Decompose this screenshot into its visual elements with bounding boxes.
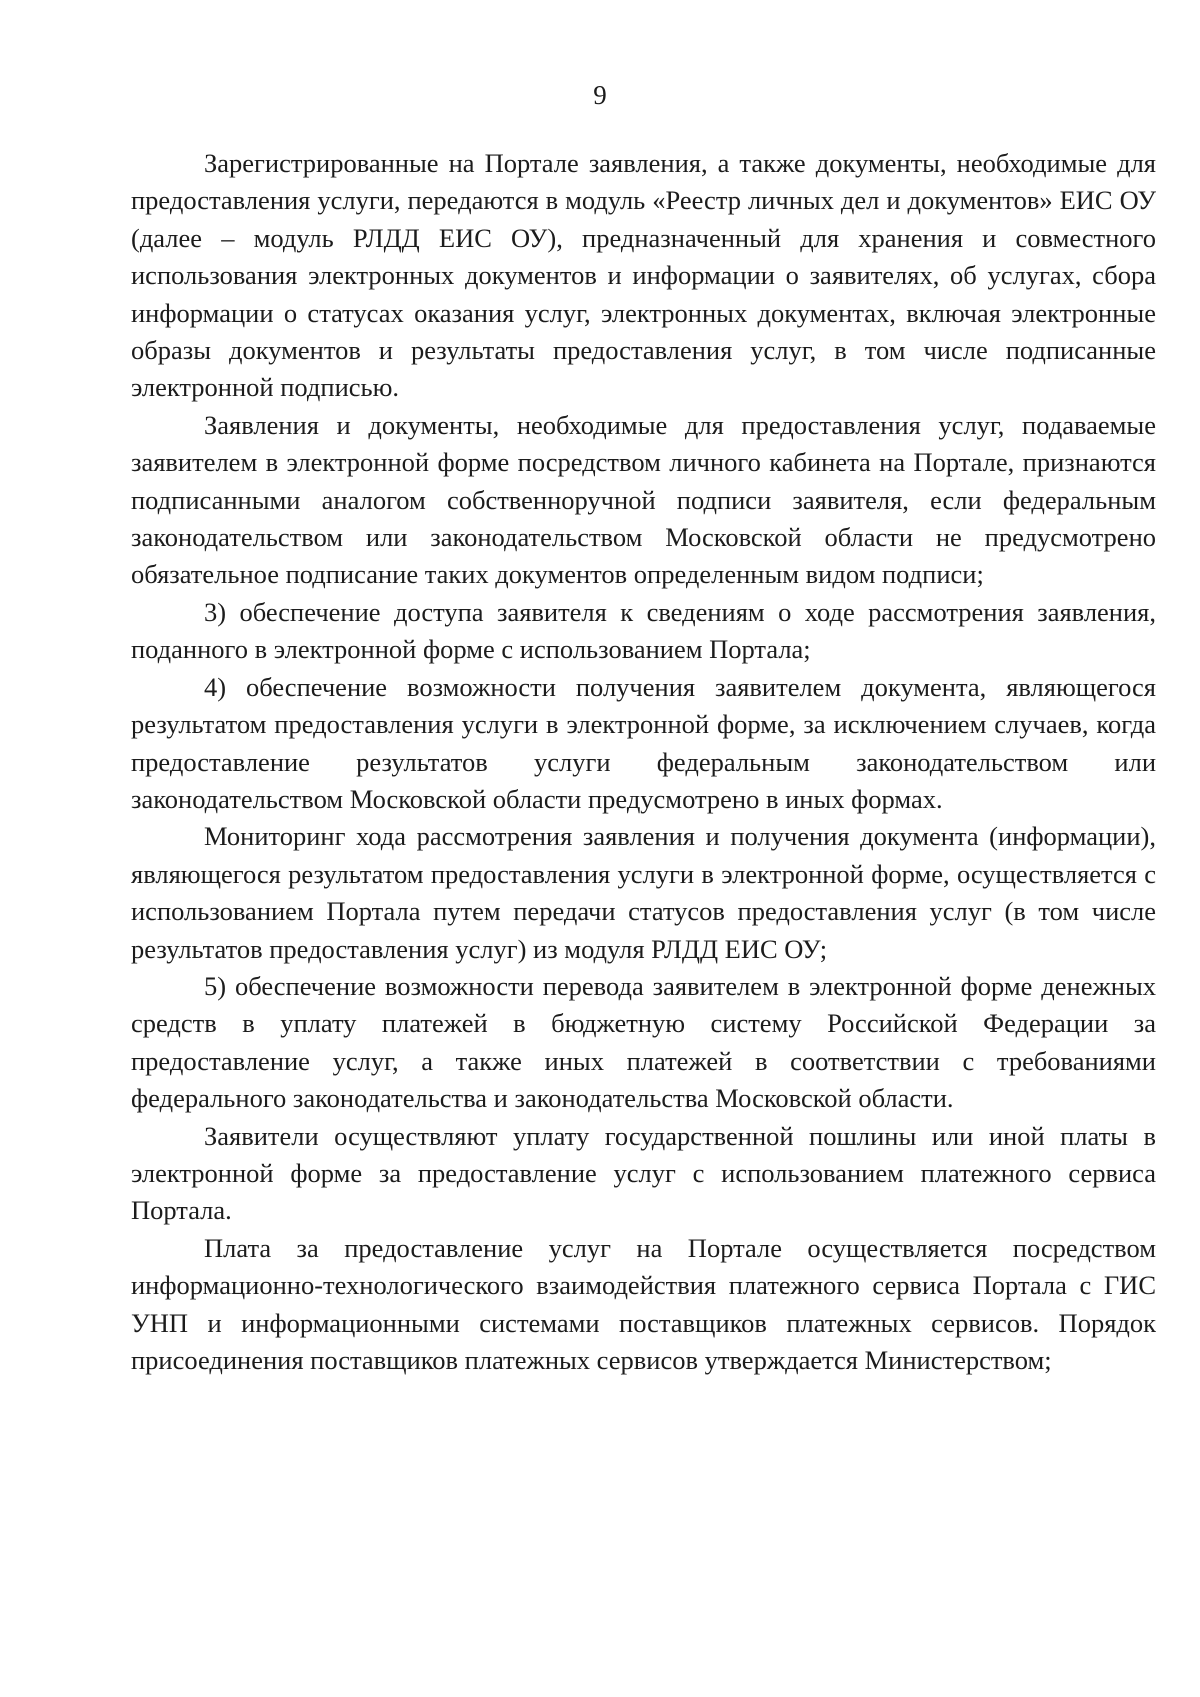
paragraph-item-4-receiving-result: 4) обеспечение возможности получения заявителем документа, являющегося результатом предоставления услуги в электронной форме, за исключением случаев, когда предоставление результатов услуги федеральным законодательством или законодательством Московской области предусмотрено в иных формах. — [131, 671, 1156, 814]
paragraph-electronic-signature: Заявления и документы, необходимые для предоставления услуг, подаваемые заявителем в электронной форме посредством личного кабинета на Портале, признаются подписанными аналогом собственноручной подписи заявителя, если федеральным законодательством или законодательством Московской области не предусмотрено обязательное подписание таких документов определенным видом подписи; — [131, 409, 1156, 590]
paragraph-payment-procedure: Плата за предоставление услуг на Портале осуществляется посредством информационно-технологического взаимодействия платежного сервиса Портала с ГИС УНП и информационными системами поставщиков платежных сервисов. Порядок присоединения поставщиков платежных сервисов утверждается Министерством; — [131, 1232, 1156, 1375]
document-body — [131, 145, 1156, 1379]
paragraph-item-3-access-to-status: 3) обеспечение доступа заявителя к сведениям о ходе рассмотрения заявления, поданного в электронной форме с использованием Портала; — [131, 596, 1156, 665]
paragraph-state-duty-payment: Заявители осуществляют уплату государственной пошлины или иной платы в электронной форме за предоставление услуг с использованием платежного сервиса Портала. — [131, 1120, 1156, 1226]
paragraph-registered-applications: Зарегистрированные на Портале заявления, а также документы, необходимые для предоставления услуги, передаются в модуль «Реестр личных дел и документов» ЕИС ОУ (далее – модуль РЛДД ЕИС ОУ), предназначенный для хранения и совместного использования электронных документов и информации о заявителях, об услугах, сбора информации о статусах оказания услуг, электронных документах, включая электронные образы документов и результаты предоставления услуг, в том числе подписанные электронной подписью. — [131, 148, 1156, 403]
page-number: 9 — [593, 80, 607, 110]
paragraph-monitoring: Мониторинг хода рассмотрения заявления и получения документа (информации), являющегося результатом предоставления услуги в электронной форме, осуществляется с использованием Портала путем передачи статусов предоставления услуг (в том числе результатов предоставления услуг) из модуля РЛДД ЕИС ОУ; — [131, 821, 1156, 964]
paragraph-item-5-payments: 5) обеспечение возможности перевода заявителем в электронной форме денежных средств в уплату платежей в бюджетную систему Российской Федерации за предоставление услуг, а также иных платежей в соответствии с требованиями федерального законодательства и законодательства Московской области. — [131, 970, 1156, 1114]
